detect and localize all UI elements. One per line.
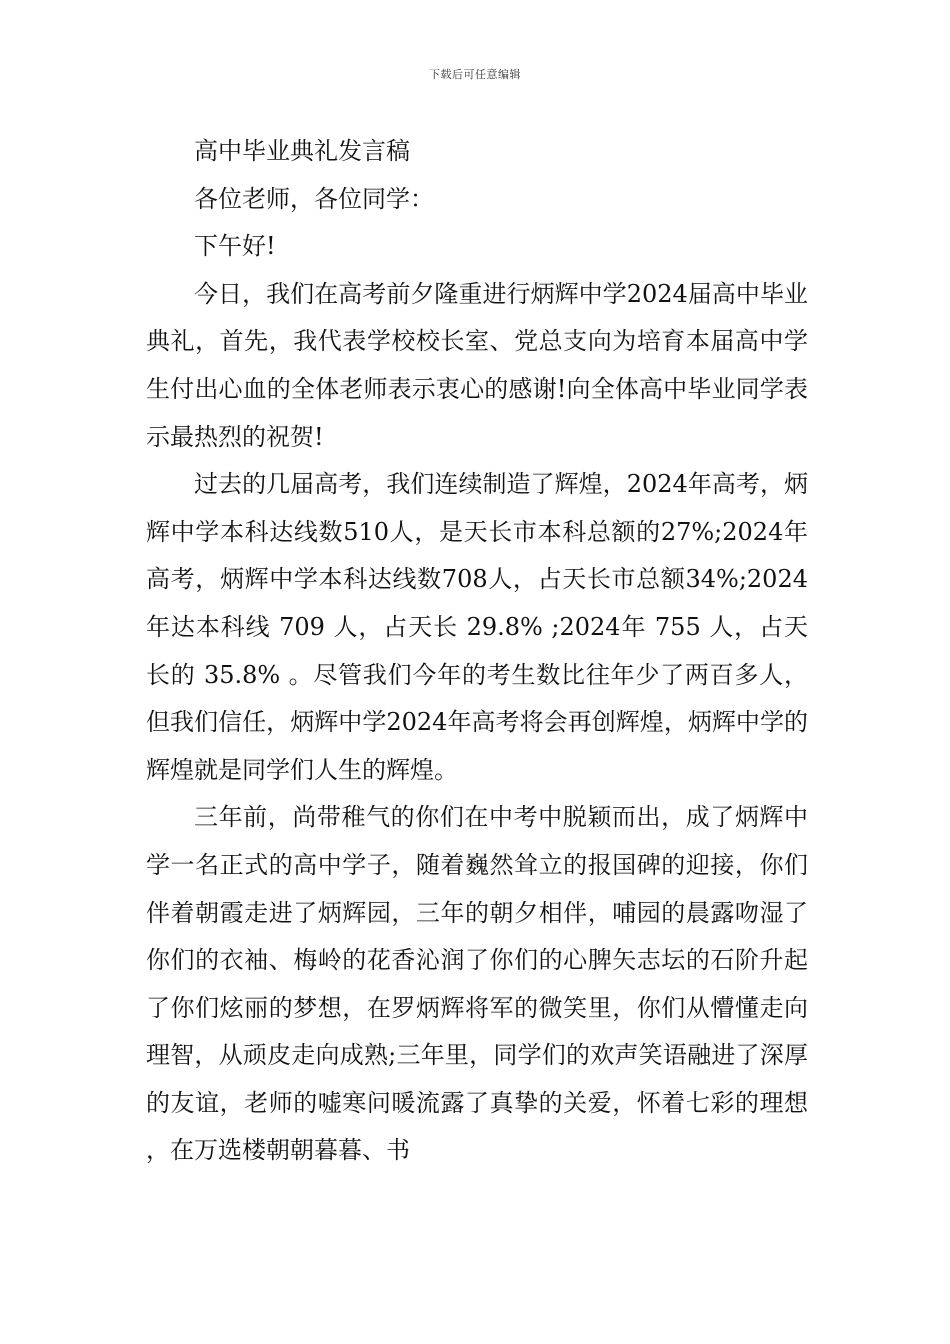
- salutation: 各位老师，各位同学：: [194, 184, 434, 213]
- paragraph-three-years: 三年前，尚带稚气的你们在中考中脱颖而出，成了炳辉中学一名正式的高中学子，随着巍然耸立的报国碑的迎接，你们伴着朝霞走进了炳辉园，三年的朝夕相伴，哺园的晨露吻湿了你们的衣袖、梅岭的花香沁润了你们的心脾矢志坛的石阶升起了你们炫丽的梦想，在罗炳辉将军的微笑里，你们从懵懂走向理智，从顽皮走向成熟;三年里，同学们的欢声笑语融进了深厚的友谊，老师的嘘寒问暖流露了真挚的关爱，怀着七彩的理想，在万选楼朝朝暮暮、书: [146, 803, 808, 1165]
- greeting: 下午好!: [194, 232, 276, 261]
- page-header-note: 下载后可任意编辑: [429, 68, 521, 81]
- paragraph-exam-results: 过去的几届高考，我们连续制造了辉煌，2024年高考，炳辉中学本科达线数510人，是天长市本科总额的27%;2024年高考，炳辉中学本科达线数708人，占天长市总额34%;2024年达本科线 709 人，占天长 29.8% ;2024年 755 人，占天长的 35.8% 。尽管我们今年的考生数比往年少了两百多人，但我们信任，炳辉中学2024年高考将会再创辉煌，炳辉中学的辉煌就是同学们人生的辉煌。: [146, 470, 808, 784]
- document-title: 高中毕业典礼发言稿: [194, 137, 410, 165]
- paragraph-opening: 今日，我们在高考前夕隆重进行炳辉中学2024届高中毕业典礼，首先，我代表学校校长室、党总支向为培育本届高中学生付出心血的全体老师表示衷心的感谢!向全体高中毕业同学表示最热烈的祝贺!: [146, 279, 808, 451]
- document-body: [146, 128, 808, 1175]
